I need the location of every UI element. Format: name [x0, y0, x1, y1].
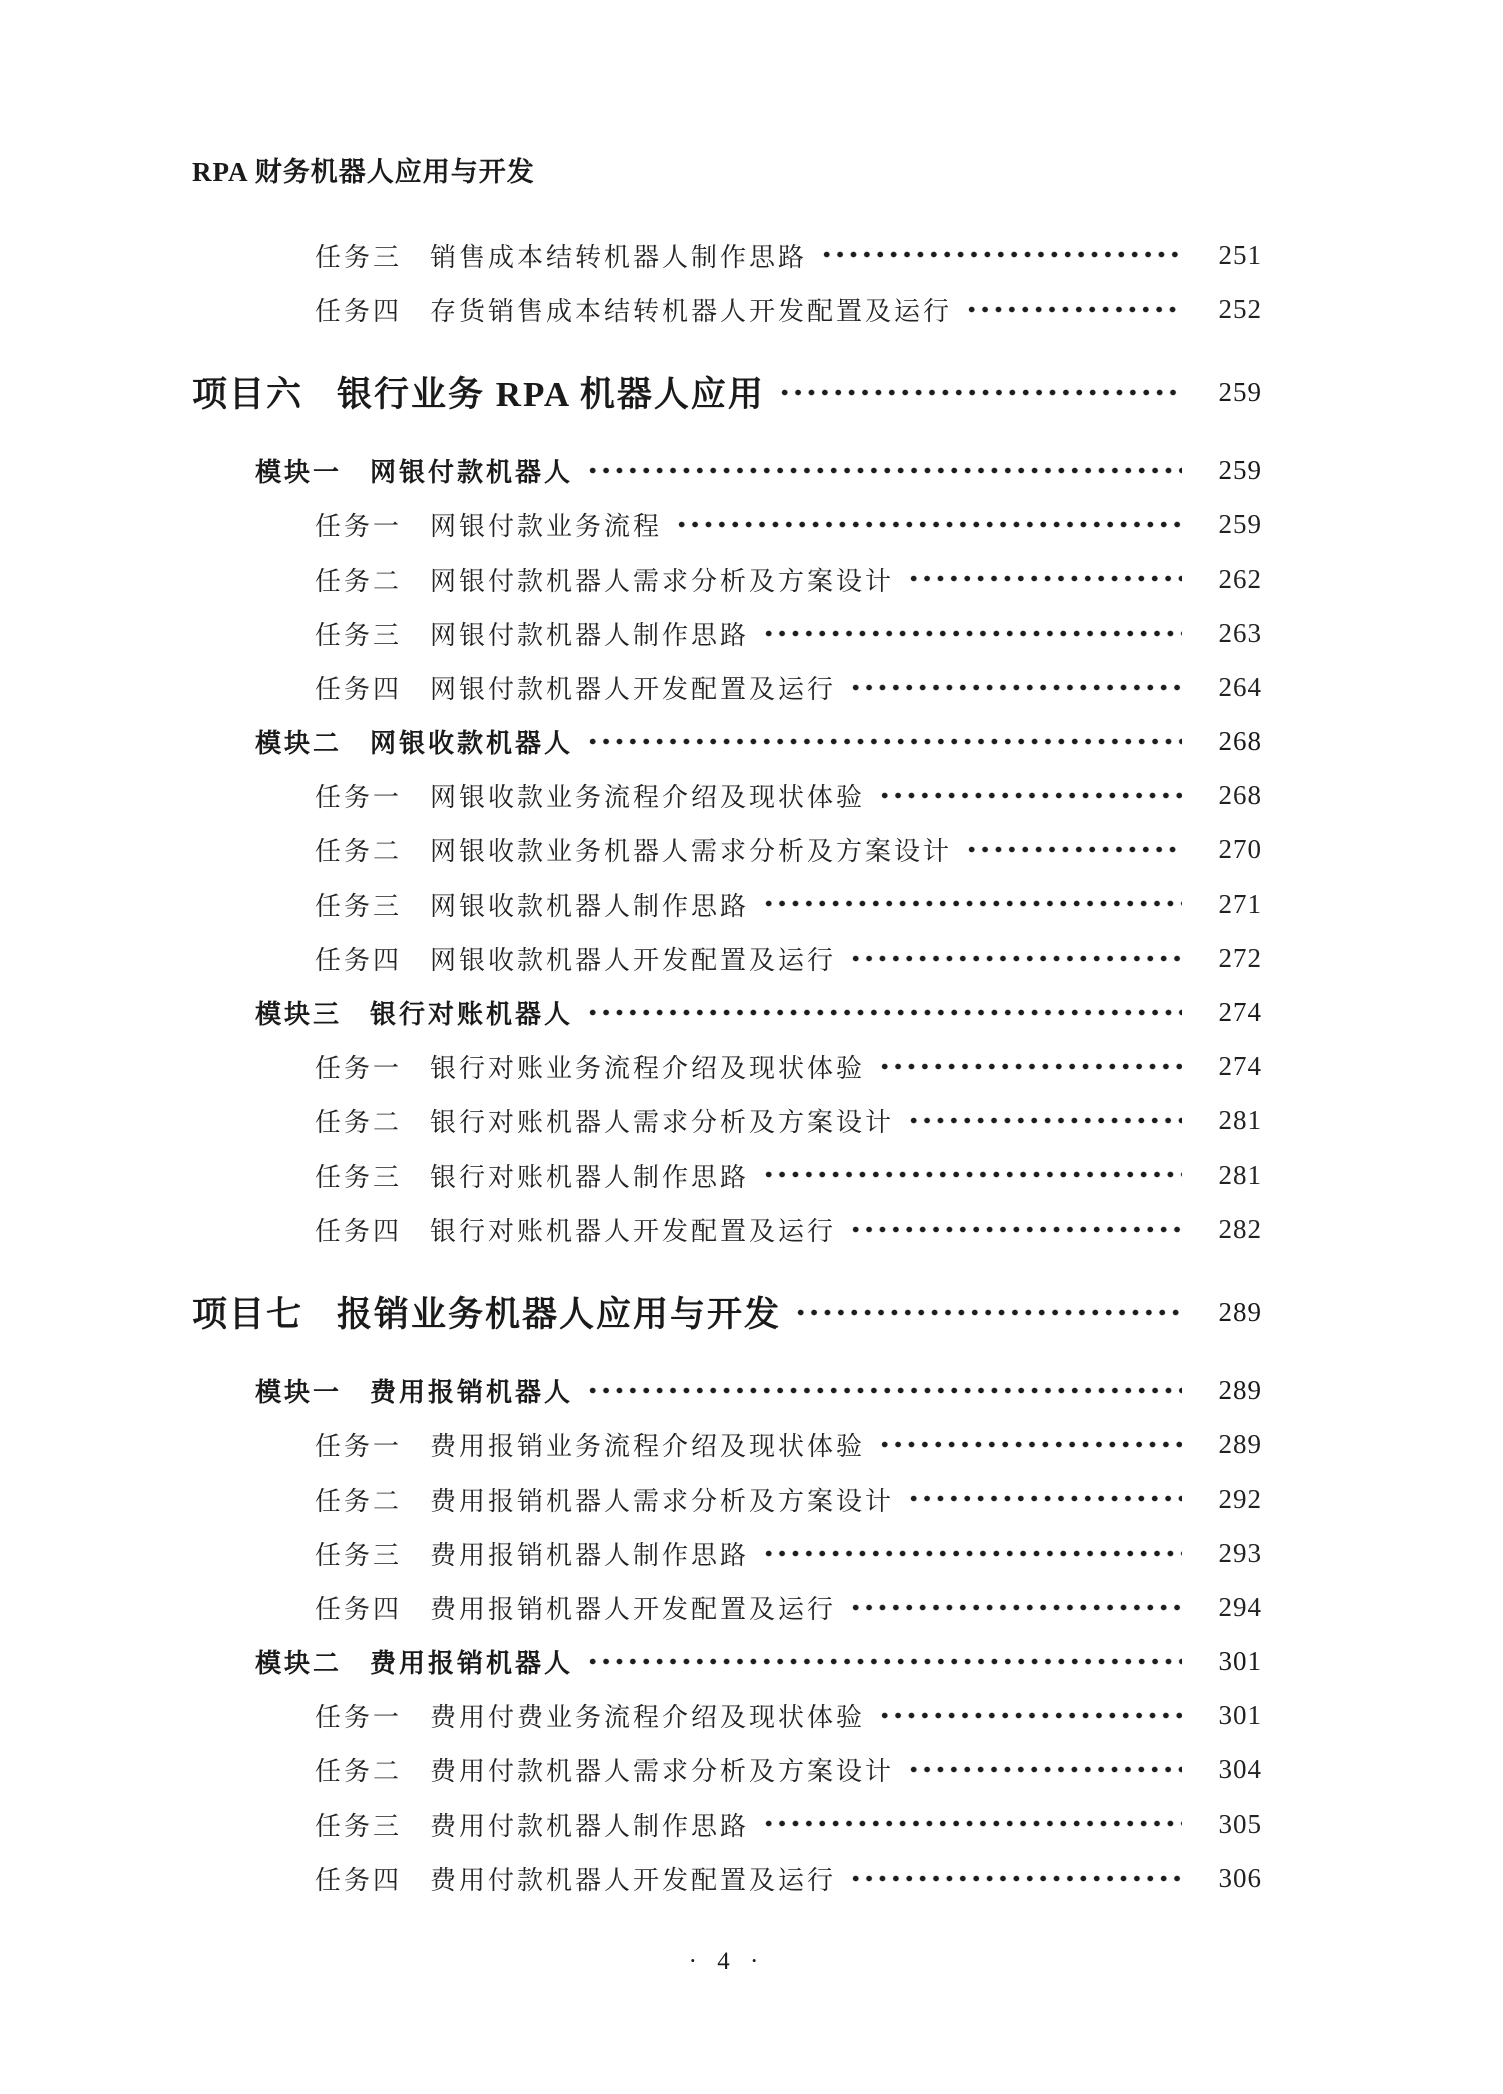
toc-entry-title: 网银收款业务流程介绍及现状体验 — [430, 783, 866, 813]
toc-entry-task — [192, 1148, 1262, 1202]
toc-entry-page: 281 — [1218, 1105, 1262, 1136]
toc-entry-page: 306 — [1218, 1862, 1262, 1893]
toc-entry-page: 289 — [1218, 1429, 1262, 1460]
toc-entry-page: 259 — [1218, 455, 1262, 486]
toc-entry-title: 网银收款业务机器人需求分析及方案设计 — [430, 837, 953, 867]
toc-entry-label: 任务三 — [315, 620, 403, 650]
toc-entry-label: 任务二 — [315, 566, 403, 596]
toc-entry-module — [192, 1364, 1262, 1418]
toc-entry-page: 274 — [1218, 997, 1262, 1028]
toc-entry-page: 281 — [1218, 1159, 1262, 1190]
toc-entry-label: 任务四 — [315, 945, 403, 975]
toc-entry-title: 银行对账机器人 — [370, 1000, 574, 1030]
toc-entry-title: 银行对账业务流程介绍及现状体验 — [430, 1054, 866, 1084]
toc-entry-task — [192, 282, 1262, 336]
dot-leader — [878, 1040, 1182, 1094]
toc-entry-task — [192, 552, 1262, 606]
toc-entry-task — [192, 1851, 1262, 1905]
toc-entry-title: 银行业务 RPA 机器人应用 — [337, 375, 765, 415]
dot-leader — [762, 1148, 1182, 1202]
dot-leader — [849, 660, 1182, 714]
toc-entry-label: 任务四 — [315, 296, 403, 326]
dot-leader — [849, 1202, 1182, 1256]
toc-entry-task — [192, 931, 1262, 985]
toc-entry-project — [192, 1285, 1262, 1339]
toc-entry-page: 272 — [1218, 942, 1262, 973]
toc-entry-task — [192, 498, 1262, 552]
toc-entry-label: 任务一 — [315, 783, 403, 813]
toc-entry-label: 模块二 — [255, 1649, 343, 1679]
dot-leader — [965, 282, 1182, 336]
toc-entry-title: 报销业务机器人应用与开发 — [337, 1295, 782, 1335]
toc-entry-module — [192, 715, 1262, 769]
toc-entry-page: 305 — [1218, 1808, 1262, 1839]
toc-entry-task — [192, 1040, 1262, 1094]
toc-entry-label: 任务一 — [315, 1432, 403, 1462]
toc-entry-label: 模块一 — [255, 1378, 343, 1408]
dot-leader — [849, 1580, 1182, 1634]
toc-entry-title: 费用付费业务流程介绍及现状体验 — [430, 1703, 866, 1733]
toc-entry-task — [192, 769, 1262, 823]
toc-entry-label: 项目六 — [192, 375, 304, 415]
dot-leader — [586, 715, 1182, 769]
toc-entry-task — [192, 1580, 1262, 1634]
toc-entry-task — [192, 1094, 1262, 1148]
toc-entry-label: 任务二 — [315, 837, 403, 867]
toc-entry-task — [192, 1689, 1262, 1743]
toc-entry-title: 费用报销机器人制作思路 — [430, 1540, 750, 1570]
toc-entry-label: 任务四 — [315, 1865, 403, 1895]
dot-leader — [586, 1364, 1182, 1418]
toc-entry-task — [192, 823, 1262, 877]
toc-entry-title: 网银付款机器人 — [370, 458, 574, 488]
toc-entry-title: 费用报销业务流程介绍及现状体验 — [430, 1432, 866, 1462]
toc-entry-page: 274 — [1218, 1051, 1262, 1082]
toc-entry-title: 网银收款机器人制作思路 — [430, 891, 750, 921]
toc-entry-task — [192, 1797, 1262, 1851]
toc-entry-module — [192, 985, 1262, 1039]
toc-entry-page: 301 — [1218, 1646, 1262, 1677]
toc-entry-module — [192, 444, 1262, 498]
toc-entry-title: 销售成本结转机器人制作思路 — [430, 242, 808, 272]
toc-entry-page: 293 — [1218, 1537, 1262, 1568]
toc-entry-task — [192, 1743, 1262, 1797]
toc-entry-label: 任务二 — [315, 1757, 403, 1787]
toc-entry-label: 任务一 — [315, 1054, 403, 1084]
toc-entry-page: 304 — [1218, 1754, 1262, 1785]
dot-leader — [762, 1797, 1182, 1851]
toc-entry-label: 模块一 — [255, 458, 343, 488]
toc-entry-page: 259 — [1218, 509, 1262, 540]
dot-leader — [675, 498, 1182, 552]
toc-entry-title: 网银付款机器人需求分析及方案设计 — [430, 566, 895, 596]
toc-entry-module — [192, 1635, 1262, 1689]
toc-entry-page: 262 — [1218, 563, 1262, 594]
toc-list — [192, 228, 1262, 1905]
toc-entry-label: 任务一 — [315, 512, 403, 542]
toc-entry-title: 银行对账机器人需求分析及方案设计 — [430, 1108, 895, 1138]
toc-entry-label: 模块三 — [255, 1000, 343, 1030]
dot-leader — [907, 1094, 1182, 1148]
toc-entry-title: 费用付款机器人制作思路 — [430, 1811, 750, 1841]
dot-leader — [965, 823, 1182, 877]
toc-entry-label: 项目七 — [192, 1295, 304, 1335]
toc-entry-task — [192, 1418, 1262, 1472]
toc-entry-task — [192, 606, 1262, 660]
dot-leader — [878, 1689, 1182, 1743]
toc-entry-title: 网银付款业务流程 — [430, 512, 663, 542]
dot-leader — [762, 877, 1182, 931]
toc-entry-title: 费用付款机器人需求分析及方案设计 — [430, 1757, 895, 1787]
toc-entry-page: 259 — [1218, 376, 1262, 407]
toc-entry-task — [192, 660, 1262, 714]
toc-entry-project — [192, 365, 1262, 419]
toc-entry-page: 289 — [1218, 1296, 1262, 1327]
toc-entry-label: 任务三 — [315, 1540, 403, 1570]
dot-leader — [878, 1418, 1182, 1472]
toc-entry-page: 289 — [1218, 1375, 1262, 1406]
dot-leader — [762, 606, 1182, 660]
page-number-footer: · 4 · — [688, 1948, 766, 1975]
toc-entry-page: 268 — [1218, 780, 1262, 811]
toc-entry-title: 银行对账机器人制作思路 — [430, 1162, 750, 1192]
toc-entry-page: 268 — [1218, 726, 1262, 757]
toc-entry-label: 任务二 — [315, 1108, 403, 1138]
toc-entry-label: 任务二 — [315, 1486, 403, 1516]
toc-entry-page: 282 — [1218, 1213, 1262, 1244]
toc-entry-page: 292 — [1218, 1483, 1262, 1514]
toc-entry-title: 费用报销机器人 — [370, 1649, 574, 1679]
toc-entry-title: 网银付款机器人制作思路 — [430, 620, 750, 650]
running-header: RPA 财务机器人应用与开发 — [192, 157, 535, 187]
toc-entry-title: 费用报销机器人开发配置及运行 — [430, 1594, 837, 1624]
toc-entry-label: 任务四 — [315, 1216, 403, 1246]
toc-entry-page: 301 — [1218, 1700, 1262, 1731]
toc-entry-label: 任务三 — [315, 891, 403, 921]
dot-leader — [907, 1472, 1182, 1526]
dot-leader — [907, 552, 1182, 606]
dot-leader — [820, 228, 1182, 282]
toc-entry-title: 网银付款机器人开发配置及运行 — [430, 674, 837, 704]
dot-leader — [762, 1526, 1182, 1580]
dot-leader — [586, 985, 1182, 1039]
toc-entry-task — [192, 877, 1262, 931]
toc-entry-task — [192, 1202, 1262, 1256]
toc-entry-page: 251 — [1218, 239, 1262, 270]
toc-entry-page: 263 — [1218, 617, 1262, 648]
toc-entry-task — [192, 1472, 1262, 1526]
toc-entry-title: 费用报销机器人需求分析及方案设计 — [430, 1486, 895, 1516]
toc-entry-label: 模块二 — [255, 729, 343, 759]
toc-entry-page: 252 — [1218, 293, 1262, 324]
toc-entry-label: 任务三 — [315, 1811, 403, 1841]
dot-leader — [586, 1635, 1182, 1689]
toc-entry-page: 271 — [1218, 888, 1262, 919]
toc-entry-title: 费用付款机器人开发配置及运行 — [430, 1865, 837, 1895]
toc-entry-page: 294 — [1218, 1591, 1262, 1622]
toc-entry-label: 任务四 — [315, 1594, 403, 1624]
dot-leader — [794, 1285, 1182, 1339]
dot-leader — [586, 444, 1182, 498]
dot-leader — [878, 769, 1182, 823]
dot-leader — [778, 365, 1182, 419]
toc-entry-title: 费用报销机器人 — [370, 1378, 574, 1408]
toc-entry-task — [192, 228, 1262, 282]
dot-leader — [849, 931, 1182, 985]
toc-entry-title: 网银收款机器人 — [370, 729, 574, 759]
dot-leader — [849, 1851, 1182, 1905]
toc-entry-page: 270 — [1218, 834, 1262, 865]
toc-entry-task — [192, 1526, 1262, 1580]
toc-entry-label: 任务三 — [315, 1162, 403, 1192]
toc-entry-label: 任务四 — [315, 674, 403, 704]
toc-entry-label: 任务三 — [315, 242, 403, 272]
toc-entry-page: 264 — [1218, 671, 1262, 702]
dot-leader — [907, 1743, 1182, 1797]
toc-entry-title: 网银收款机器人开发配置及运行 — [430, 945, 837, 975]
toc-entry-title: 存货销售成本结转机器人开发配置及运行 — [430, 296, 953, 326]
toc-entry-title: 银行对账机器人开发配置及运行 — [430, 1216, 837, 1246]
toc-entry-label: 任务一 — [315, 1703, 403, 1733]
